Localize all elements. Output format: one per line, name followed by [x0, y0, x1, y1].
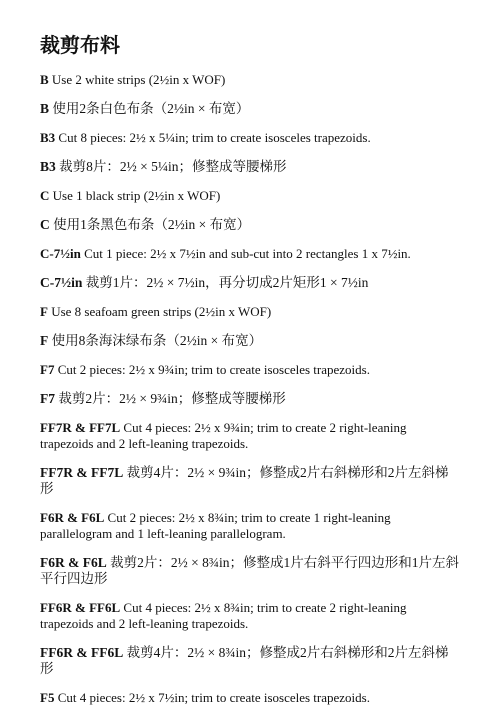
piece-code: FF6R & FF6L: [40, 645, 124, 660]
entry-text: 使用1条黑色布条（2½in × 布宽）: [53, 217, 251, 232]
entry-text: 裁剪4片：2½ × 8¾in；修整成2片右斜梯形和2片左斜梯形: [40, 645, 449, 676]
entry-text: 裁剪1片：2½ × 7½in，再分切成2片矩形1 × 7½in: [85, 275, 369, 290]
entry-text: Cut 2 pieces: 2½ x 9¾in; trim to create isosceles trapezoids.: [57, 362, 370, 377]
cutting-entry: [40, 510, 460, 542]
entry-text: 使用2条白色布条（2½in × 布宽）: [52, 101, 250, 116]
entry-text: Cut 2 pieces: 2½ x 8¾in; trim to create 1 right-leaning parallelogram and 1 left-leaning parallelogram.: [40, 510, 391, 541]
page-title: 裁剪布料: [40, 35, 120, 57]
entry-text: Cut 4 pieces: 2½ x 9¾in; trim to create 2 right-leaning trapezoids and 2 left-leaning trapezoids.: [40, 420, 407, 451]
piece-code: C: [40, 217, 50, 232]
entry-text: Cut 8 pieces: 2½ x 5¼in; trim to create isosceles trapezoids.: [58, 130, 371, 145]
piece-code: B: [40, 101, 50, 116]
piece-code: F7: [40, 391, 55, 406]
cutting-entry: [40, 555, 460, 587]
cutting-entry: [40, 72, 460, 88]
cutting-entry: [40, 217, 460, 233]
entry-text: Use 1 black strip (2½in x WOF): [52, 188, 221, 203]
entry-text: 使用8条海沫绿布条（2½in × 布宽）: [51, 333, 263, 348]
piece-code: FF7R & FF7L: [40, 420, 121, 435]
entry-text: 裁剪2片：2½ × 9¾in；修整成等腰梯形: [58, 391, 286, 406]
piece-code: FF6R & FF6L: [40, 600, 121, 615]
piece-code: F: [40, 304, 48, 319]
cutting-entry: [40, 600, 460, 632]
entry-text: Cut 4 pieces: 2½ x 8¾in; trim to create 2 right-leaning trapezoids and 2 left-leaning trapezoids.: [40, 600, 407, 631]
piece-code: C: [40, 188, 50, 203]
entry-text: Cut 1 piece: 2½ x 7½in and sub-cut into 2 rectangles 1 x 7½in.: [84, 246, 411, 261]
cutting-entry: [40, 188, 460, 204]
cutting-entry: [40, 362, 460, 378]
piece-code: F6R & F6L: [40, 555, 107, 570]
piece-code: C-7½in: [40, 275, 83, 290]
cutting-entry: [40, 304, 460, 320]
entry-text: 裁剪8片：2½ × 5¼in；修整成等腰梯形: [59, 159, 287, 174]
cutting-entry: [40, 391, 460, 407]
cutting-entry: [40, 246, 460, 262]
piece-code: F: [40, 333, 49, 348]
cutting-entry: [40, 159, 460, 175]
piece-code: B3: [40, 159, 56, 174]
piece-code: FF7R & FF7L: [40, 465, 124, 480]
entry-text: Cut 4 pieces: 2½ x 7½in; trim to create isosceles trapezoids.: [57, 690, 370, 705]
cutting-entry: [40, 101, 460, 117]
piece-code: F6R & F6L: [40, 510, 105, 525]
piece-code: F5: [40, 690, 55, 705]
cutting-entry: [40, 275, 460, 291]
cutting-entry: [40, 645, 460, 677]
entry-text: Use 8 seafoam green strips (2½in x WOF): [51, 304, 272, 319]
cutting-entry: [40, 690, 460, 706]
cutting-entry: [40, 333, 460, 349]
entry-text: 裁剪2片：2½ × 8¾in；修整成1片右斜平行四边形和1片左斜平行四边形: [40, 555, 459, 586]
entry-text: 裁剪4片：2½ × 9¾in；修整成2片右斜梯形和2片左斜梯形: [40, 465, 449, 496]
piece-code: B: [40, 72, 49, 87]
piece-code: B3: [40, 130, 56, 145]
piece-code: F7: [40, 362, 55, 377]
piece-code: C-7½in: [40, 246, 81, 261]
cutting-entry: [40, 130, 460, 146]
cutting-entry: [40, 465, 460, 497]
entry-text: Use 2 white strips (2½in x WOF): [51, 72, 226, 87]
cutting-entry: [40, 420, 460, 452]
